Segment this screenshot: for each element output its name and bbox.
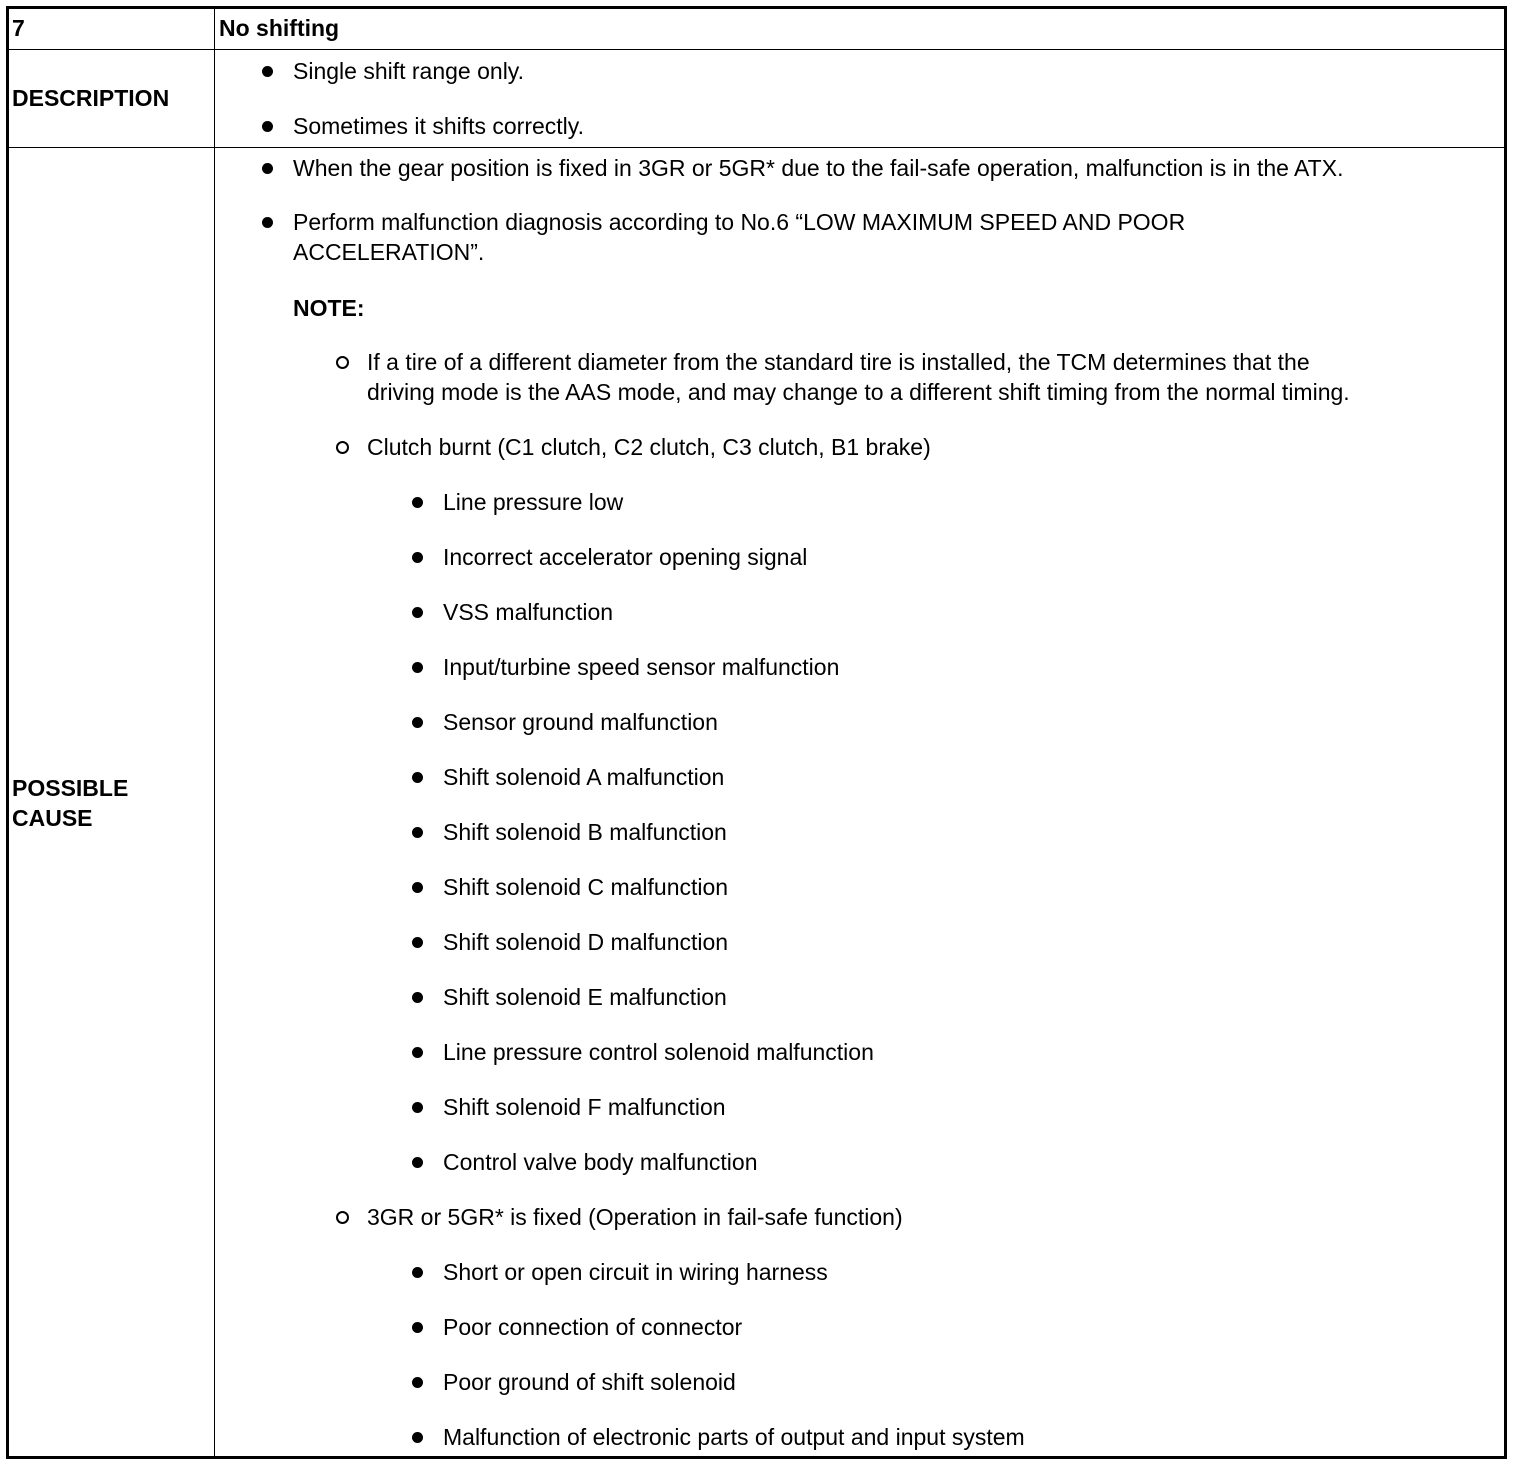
note-item-line2: driving mode is the AAS mode, and may change to a different shift timing from the normal timing.	[367, 379, 1350, 405]
clutch-heading: Clutch burnt (C1 clutch, C2 clutch, C3 clutch, B1 brake)	[367, 434, 931, 460]
clutch-item: Shift solenoid E malfunction	[443, 984, 727, 1010]
description-item: Single shift range only.	[293, 58, 524, 84]
bullet-icon	[262, 163, 273, 174]
bullet-icon	[262, 121, 273, 132]
failsafe-item: Poor connection of connector	[443, 1314, 743, 1340]
description-row-divider	[9, 147, 1504, 148]
column-divider	[214, 9, 215, 1456]
possible-cause-label-line2: CAUSE	[12, 805, 93, 831]
note-label: NOTE:	[293, 295, 365, 321]
clutch-item: Incorrect accelerator opening signal	[443, 544, 808, 570]
bullet-icon	[412, 1377, 423, 1388]
bullet-icon	[412, 827, 423, 838]
cause-item-diagnosis-line2: ACCELERATION”.	[293, 239, 485, 265]
clutch-item: Input/turbine speed sensor malfunction	[443, 654, 840, 680]
description-item: Sometimes it shifts correctly.	[293, 113, 584, 139]
troubleshooting-title: No shifting	[219, 15, 340, 41]
bullet-icon	[412, 1157, 423, 1168]
clutch-item: Shift solenoid C malfunction	[443, 874, 729, 900]
clutch-item: Shift solenoid D malfunction	[443, 929, 729, 955]
bullet-icon	[412, 772, 423, 783]
bullet-icon	[412, 717, 423, 728]
possible-cause-label-line1: POSSIBLE	[12, 775, 129, 801]
bullet-icon	[412, 882, 423, 893]
description-label: DESCRIPTION	[12, 85, 170, 111]
clutch-item: Line pressure low	[443, 489, 624, 515]
clutch-item: Shift solenoid A malfunction	[443, 764, 725, 790]
hollow-bullet-icon	[336, 356, 349, 369]
header-row-divider	[9, 49, 1504, 50]
bullet-icon	[412, 662, 423, 673]
bullet-icon	[412, 607, 423, 618]
bullet-icon	[412, 497, 423, 508]
bullet-icon	[262, 217, 273, 228]
hollow-bullet-icon	[336, 1211, 349, 1224]
bullet-icon	[412, 937, 423, 948]
clutch-item: VSS malfunction	[443, 599, 614, 625]
bullet-icon	[412, 552, 423, 563]
bullet-icon	[412, 992, 423, 1003]
bullet-icon	[412, 1432, 423, 1443]
hollow-bullet-icon	[336, 441, 349, 454]
failsafe-item: Short or open circuit in wiring harness	[443, 1259, 828, 1285]
clutch-item: Control valve body malfunction	[443, 1149, 758, 1175]
bullet-icon	[412, 1102, 423, 1113]
clutch-item: Sensor ground malfunction	[443, 709, 718, 735]
clutch-item: Shift solenoid F malfunction	[443, 1094, 726, 1120]
bullet-icon	[262, 66, 273, 77]
bullet-icon	[412, 1267, 423, 1278]
clutch-item: Shift solenoid B malfunction	[443, 819, 727, 845]
bullet-icon	[412, 1322, 423, 1333]
clutch-item: Line pressure control solenoid malfunction	[443, 1039, 874, 1065]
cause-item-diagnosis-line1: Perform malfunction diagnosis according to No.6 “LOW MAXIMUM SPEED AND POOR	[293, 209, 1186, 235]
cause-item-fail-safe: When the gear position is fixed in 3GR or 5GR* due to the fail-safe operation, malfunction is in the ATX.	[293, 155, 1344, 181]
failsafe-item: Poor ground of shift solenoid	[443, 1369, 736, 1395]
troubleshooting-number: 7	[12, 15, 25, 41]
failsafe-heading: 3GR or 5GR* is fixed (Operation in fail-safe function)	[367, 1204, 903, 1230]
bullet-icon	[412, 1047, 423, 1058]
note-item-line1: If a tire of a different diameter from the standard tire is installed, the TCM determines that the	[367, 349, 1310, 375]
failsafe-item: Malfunction of electronic parts of output and input system	[443, 1424, 1025, 1450]
